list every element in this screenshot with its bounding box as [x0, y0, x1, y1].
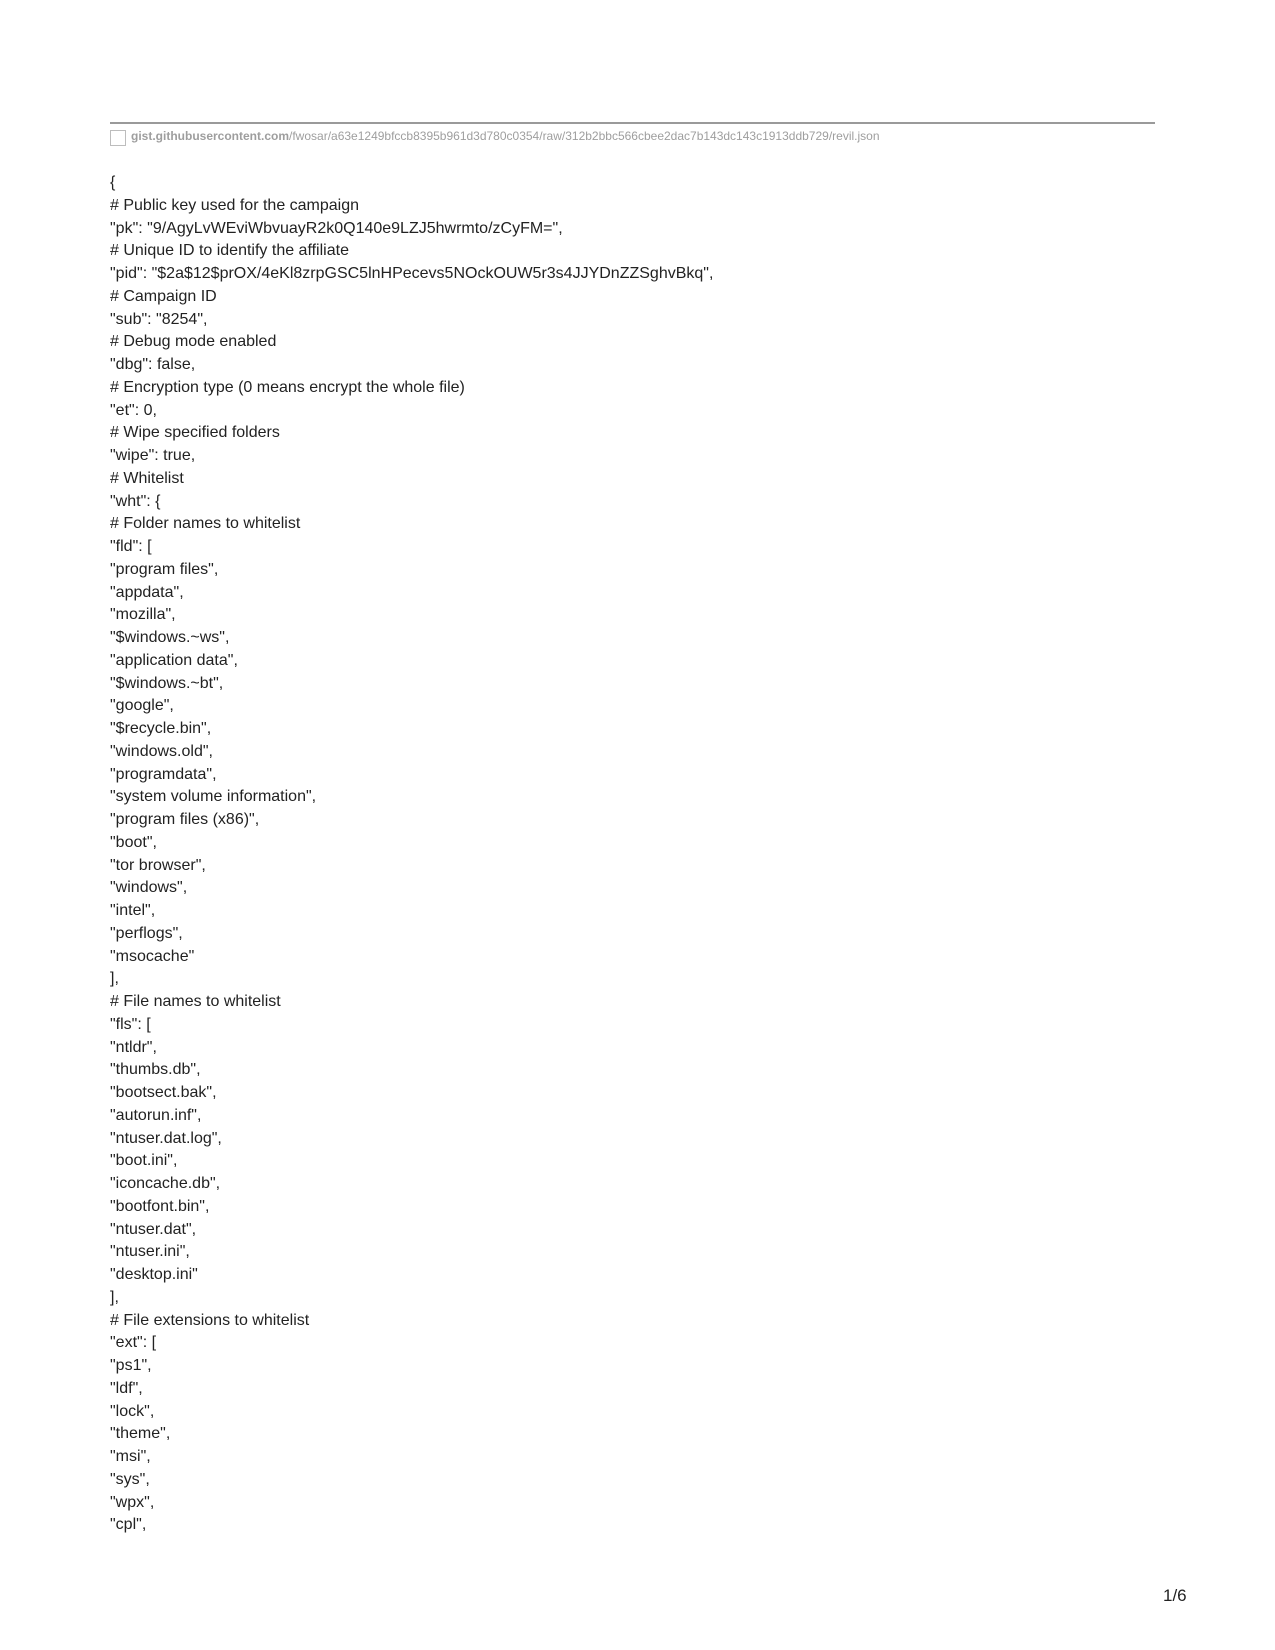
document-line: "ntuser.dat", [110, 1220, 197, 1238]
document-line: # Wipe specified folders [110, 424, 280, 442]
url-host: gist.githubusercontent.com [131, 129, 290, 143]
blank-page-icon [110, 130, 126, 146]
document-line: { [110, 174, 116, 191]
document-line: "desktop.ini" [110, 1266, 198, 1283]
document-line: "system volume information", [110, 788, 317, 806]
document-line: "lock", [110, 1402, 155, 1420]
document-line: # Campaign ID [110, 287, 217, 305]
document-line: "msocache" [110, 947, 195, 965]
page-number: 1/6 [1163, 1586, 1187, 1605]
document-line: "cpl", [110, 1516, 147, 1534]
document-line: "intel", [110, 902, 156, 919]
document-line: "theme", [110, 1425, 171, 1443]
document-line: # Encryption type (0 means encrypt the whole file) [110, 378, 465, 396]
document-line: "fls": [ [110, 1015, 151, 1033]
document-line: "msi", [110, 1448, 151, 1465]
document-line: # File names to whitelist [110, 993, 281, 1010]
document-line: ], [110, 1288, 119, 1306]
document-line: # Folder names to whitelist [110, 515, 301, 533]
document-line: "$windows.~bt", [110, 674, 224, 692]
document-line: "wipe": true, [110, 447, 196, 464]
document-line: # Public key used for the campaign [110, 196, 360, 214]
document-line: "windows.old", [110, 742, 213, 760]
document-line: # Whitelist [110, 469, 184, 487]
document-line: "sub": "8254", [110, 310, 208, 328]
document-line: "ldf", [110, 1379, 143, 1397]
document-line: "fld": [ [110, 538, 152, 555]
document-line: "iconcache.db", [110, 1175, 221, 1192]
document-line: "windows", [110, 879, 188, 897]
json-document-body [110, 172, 1150, 1537]
document-line: "program files", [110, 560, 219, 578]
document-line: "wpx", [110, 1493, 155, 1511]
document-line: "ntuser.dat.log", [110, 1129, 222, 1147]
document-line: "dbg": false, [110, 356, 196, 373]
document-line: "appdata", [110, 583, 184, 601]
document-line: "ext": [ [110, 1334, 157, 1352]
document-line: "google", [110, 697, 174, 715]
document-line: "autorun.inf", [110, 1106, 202, 1124]
document-line: # File extensions to whitelist [110, 1311, 310, 1329]
document-line: "bootfont.bin", [110, 1197, 210, 1215]
url-path: /fwosar/a63e1249bfccb8395b961d3d780c0354/raw/312b2bbc566cbee2dac7b143dc143c1913ddb729/revil.json [289, 129, 880, 143]
document-line: "pid": "$2a$12$prOX/4eKl8zrpGSC5lnHPecevs5NOckOUW5r3s4JJYDnZZSghvBkq", [110, 265, 714, 282]
document-line: "$windows.~ws", [110, 629, 230, 646]
document-line: "sys", [110, 1470, 150, 1488]
document-line: "ntldr", [110, 1038, 157, 1056]
document-line: "thumbs.db", [110, 1061, 201, 1079]
document-line: # Unique ID to identify the affiliate [110, 242, 349, 260]
document-line: "boot", [110, 833, 157, 851]
document-line: "tor browser", [110, 856, 206, 874]
document-line: "boot.ini", [110, 1152, 178, 1170]
document-line: "bootsect.bak", [110, 1084, 217, 1101]
document-line: "program files (x86)", [110, 811, 260, 828]
document-line: "programdata", [110, 765, 217, 783]
document-line: ], [110, 970, 119, 988]
document-line: "perflogs", [110, 924, 183, 942]
document-line: "$recycle.bin", [110, 720, 212, 737]
document-line: "application data", [110, 651, 238, 669]
document-line: "mozilla", [110, 606, 176, 624]
document-line: "wht": { [110, 492, 161, 510]
url-bar [110, 122, 1155, 154]
url-link[interactable] [131, 129, 880, 143]
document-line: "ntuser.ini", [110, 1243, 190, 1261]
document-line: # Debug mode enabled [110, 333, 277, 351]
document-line: "pk": "9/AgyLvWEviWbvuayR2k0Q140e9LZJ5hwrmto/zCyFM=", [110, 219, 563, 237]
document-line: "ps1", [110, 1357, 152, 1374]
document-line: "et": 0, [110, 401, 157, 419]
